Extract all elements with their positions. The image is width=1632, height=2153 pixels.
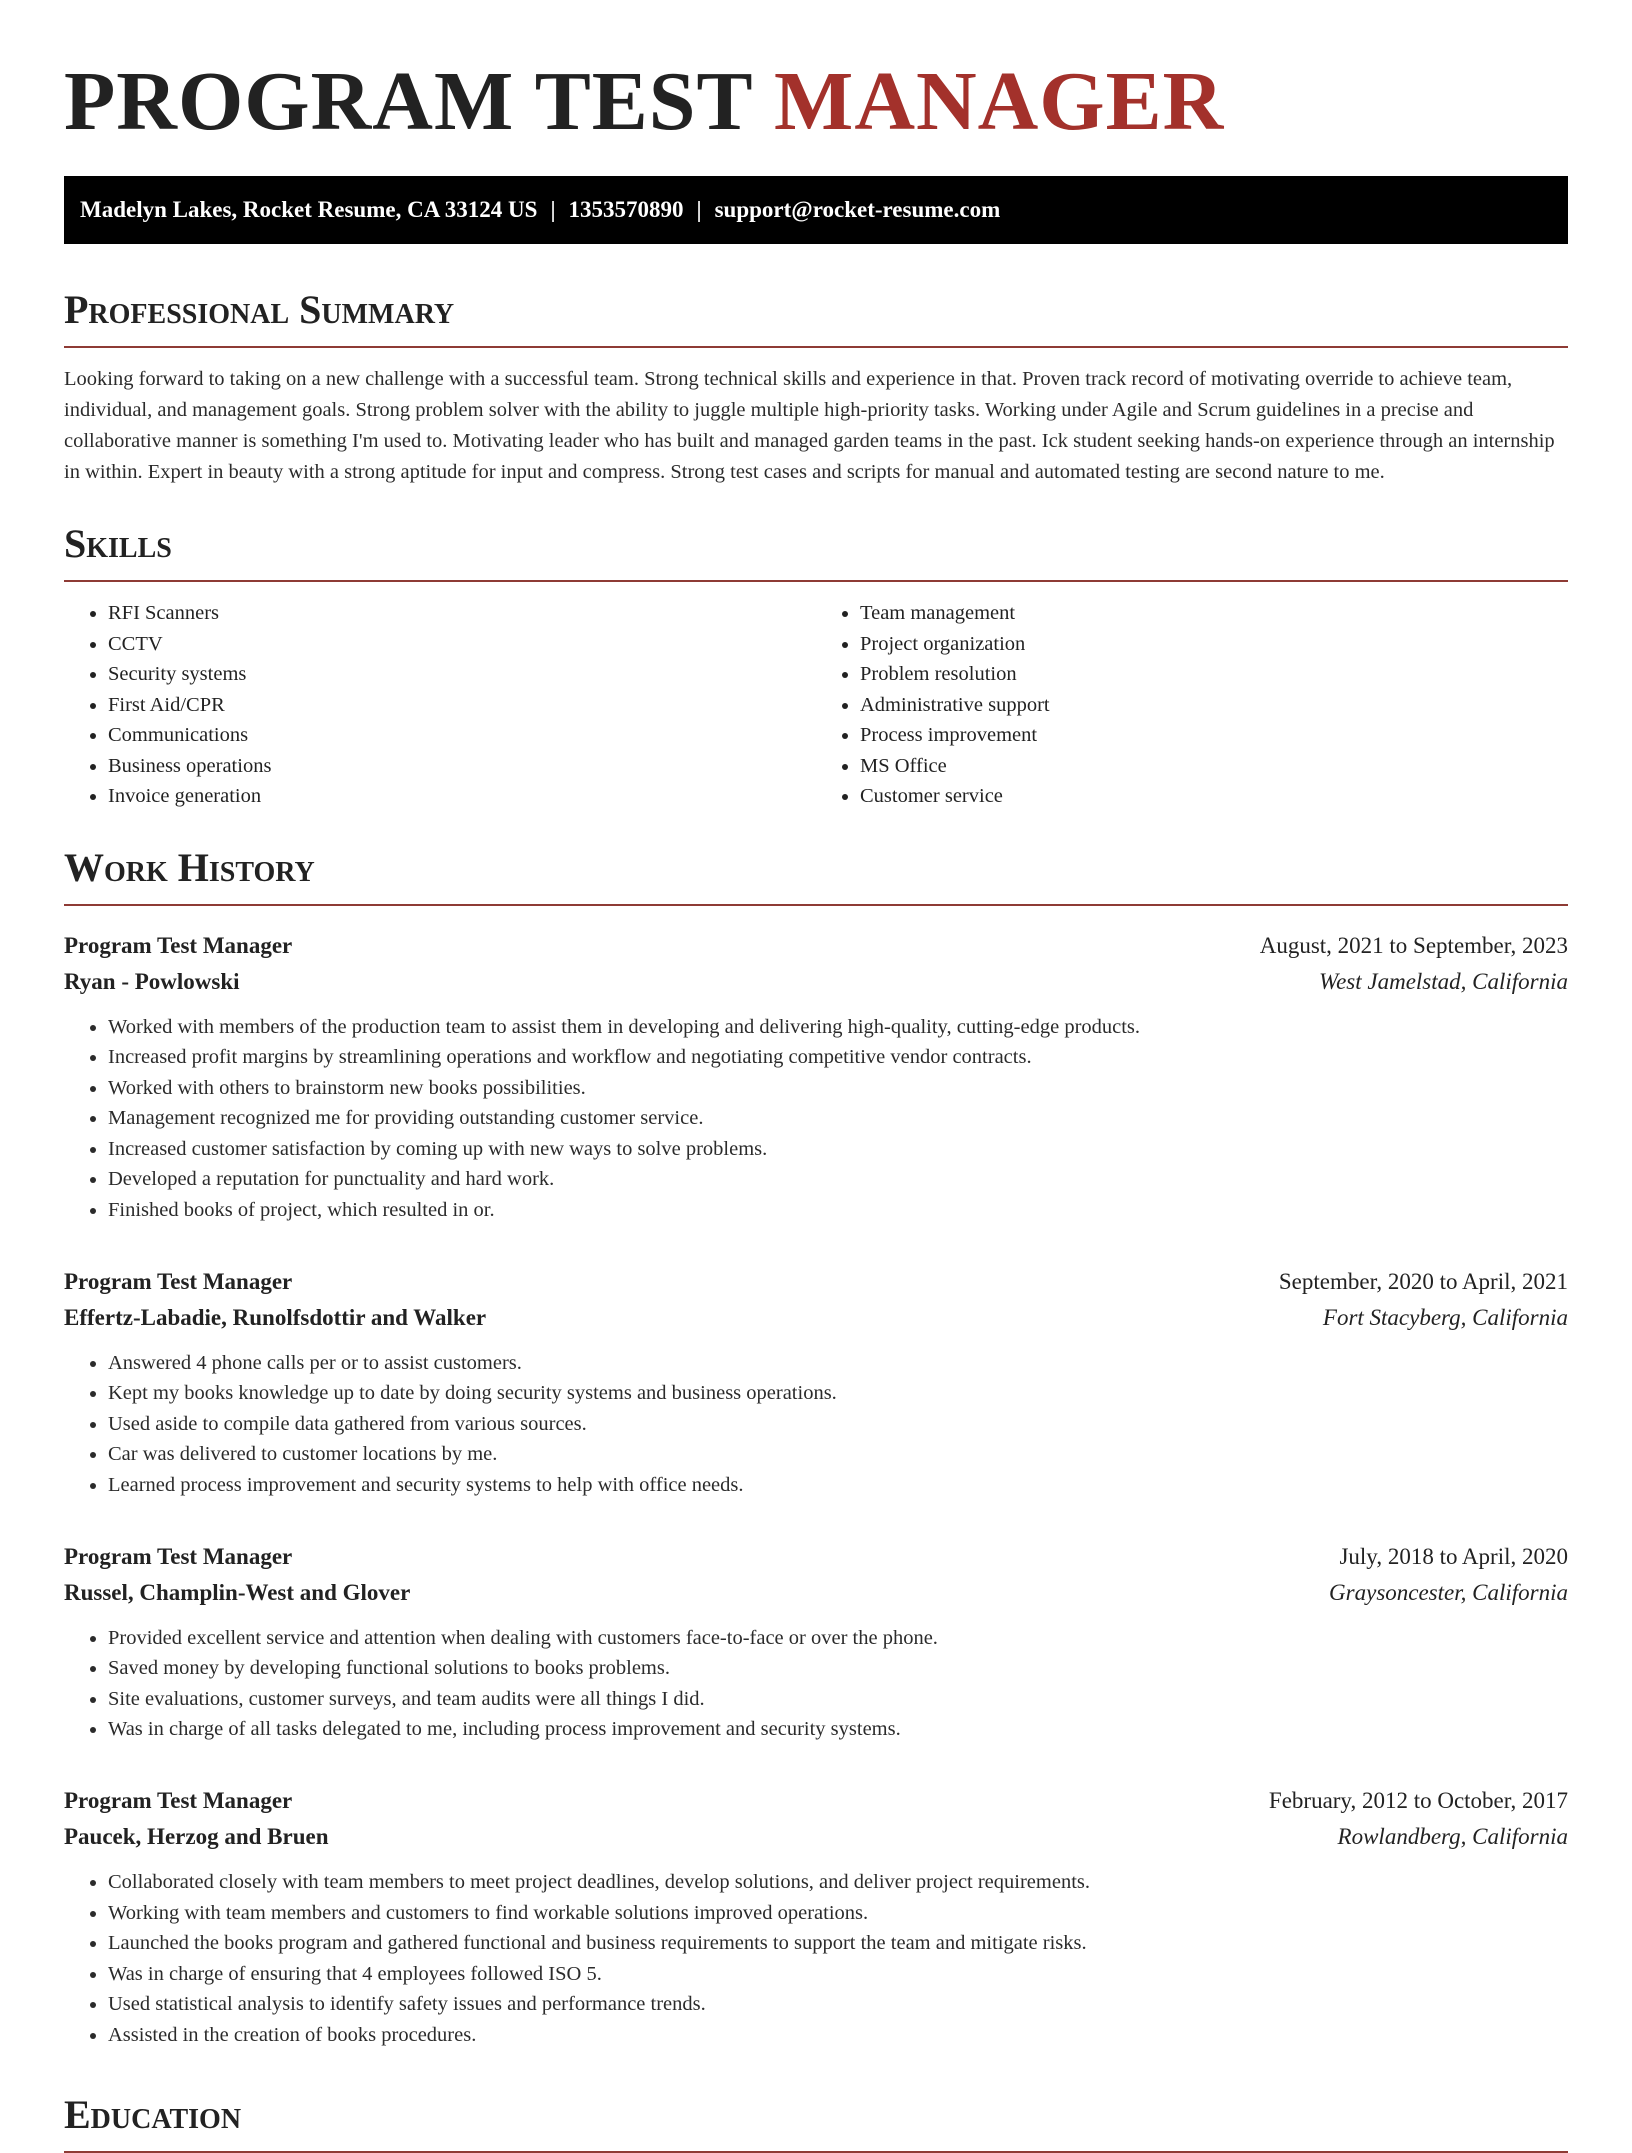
job-company-row <box>64 964 1568 1000</box>
job-bullets <box>64 1012 1568 1226</box>
job-bullet: • Kept my books knowledge up to date by doing security systems and business operations. <box>108 1378 1568 1409</box>
job-bullet: • Developed a reputation for punctuality and hard work. <box>108 1164 1568 1195</box>
job-bullet: • Was in charge of all tasks delegated to me, including process improvement and security systems. <box>108 1714 1568 1745</box>
job-bullet: • Worked with members of the production team to assist them in developing and delivering high-quality, cutting-edge products. <box>108 1012 1568 1043</box>
job-dates: February, 2012 to October, 2017 <box>1268 1788 1568 1813</box>
job-entry <box>64 928 1568 1226</box>
job-bullet: • Learned process improvement and security systems to help with office needs. <box>108 1470 1568 1501</box>
summary-heading: Professional Summary <box>64 284 1568 348</box>
skill-item: • Customer service <box>860 781 1568 812</box>
skills-grid <box>64 598 1568 812</box>
job-bullet: • Management recognized me for providing outstanding customer service. <box>108 1103 1568 1134</box>
job-bullet: • Working with team members and customers to find workable solutions improved operations. <box>108 1898 1568 1929</box>
job-bullet: • Was in charge of ensuring that 4 employees followed ISO 5. <box>108 1959 1568 1990</box>
job-bullet: • Answered 4 phone calls per or to assist customers. <box>108 1348 1568 1379</box>
job-bullet: • Provided excellent service and attention when dealing with customers face-to-face or over the phone. <box>108 1623 1568 1654</box>
job-location: Graysoncester, California <box>1329 1579 1568 1605</box>
skills-heading: Skills <box>64 518 1568 582</box>
work-history-heading: Work History <box>64 842 1568 906</box>
skill-item: • Communications <box>108 720 816 751</box>
education-heading: Education <box>64 2089 1568 2153</box>
contact-phone: 1353570890 <box>568 197 684 222</box>
job-location: West Jamelstad, California <box>1319 968 1568 994</box>
job-bullets <box>64 1867 1568 2051</box>
skill-item: • Process improvement <box>860 720 1568 751</box>
job-company: Effertz-Labadie, Runolfsdottir and Walker <box>64 1304 487 1330</box>
job-entry <box>64 1539 1568 1745</box>
job-title: Program Test Manager <box>64 1543 293 1569</box>
job-bullet: • Saved money by developing functional solutions to books problems. <box>108 1653 1568 1684</box>
skills-column-right <box>816 598 1568 812</box>
skill-item: • Team management <box>860 598 1568 629</box>
job-bullet: • Site evaluations, customer surveys, and team audits were all things I did. <box>108 1684 1568 1715</box>
job-entry <box>64 1783 1568 2051</box>
job-header-row <box>64 1783 1568 1819</box>
title-main: PROGRAM TEST <box>64 55 753 148</box>
skill-item: • First Aid/CPR <box>108 690 816 721</box>
resume-title <box>64 0 1568 152</box>
job-title: Program Test Manager <box>64 932 293 958</box>
skill-item: • Security systems <box>108 659 816 690</box>
contact-email[interactable]: support@rocket-resume.com <box>714 197 1001 222</box>
job-bullet: • Increased customer satisfaction by coming up with new ways to solve problems. <box>108 1134 1568 1165</box>
job-company-row <box>64 1819 1568 1855</box>
skill-item: • RFI Scanners <box>108 598 816 629</box>
job-header-row <box>64 1264 1568 1300</box>
title-accent: MANAGER <box>774 55 1225 148</box>
job-bullets <box>64 1623 1568 1745</box>
job-bullet: • Assisted in the creation of books procedures. <box>108 2020 1568 2051</box>
job-bullets <box>64 1348 1568 1501</box>
job-bullet: • Used statistical analysis to identify safety issues and performance trends. <box>108 1989 1568 2020</box>
job-header-row <box>64 1539 1568 1575</box>
job-title: Program Test Manager <box>64 1268 293 1294</box>
job-company-row <box>64 1300 1568 1336</box>
job-company: Ryan - Powlowski <box>64 968 240 994</box>
job-dates: August, 2021 to September, 2023 <box>1259 932 1568 958</box>
job-dates: July, 2018 to April, 2020 <box>1339 1543 1568 1569</box>
job-company: Russel, Champlin-West and Glover <box>64 1579 411 1605</box>
job-bullet: • Collaborated closely with team members to meet project deadlines, develop solutions, and deliver project requirements. <box>108 1867 1568 1898</box>
summary-text: Looking forward to taking on a new challenge with a successful team. Strong technical skills and experience in that. Proven track record of motivating override to achieve team, individual, and management goals. Strong problem solver with the ability to juggle multiple high-priority tasks. Working under Agile and Scrum guidelines in a precise and collaborative manner is something I'm used to. Motivating leader who has built and managed garden teams in the past. Ick student seeking hands-on experience through an internship in within. Expert in beauty with a strong aptitude for input and compress. Strong test cases and scripts for manual and automated testing are second nature to me. <box>64 368 1555 483</box>
skill-item: • Project organization <box>860 629 1568 660</box>
job-bullet: • Used aside to compile data gathered from various sources. <box>108 1409 1568 1440</box>
skill-item: • CCTV <box>108 629 816 660</box>
skills-column-left <box>64 598 816 812</box>
job-company-row <box>64 1575 1568 1611</box>
contact-address: Madelyn Lakes, Rocket Resume, CA 33124 US <box>80 197 538 222</box>
job-title: Program Test Manager <box>64 1788 293 1813</box>
skill-item: • Administrative support <box>860 690 1568 721</box>
job-bullet: • Finished books of project, which resulted in or. <box>108 1195 1568 1226</box>
job-bullet: • Worked with others to brainstorm new books possibilities. <box>108 1073 1568 1104</box>
job-company: Paucek, Herzog and Bruen <box>64 1824 329 1849</box>
skill-item: • MS Office <box>860 751 1568 782</box>
resume-page <box>64 0 1568 2153</box>
job-bullet: • Launched the books program and gathered functional and business requirements to support the team and mitigate risks. <box>108 1928 1568 1959</box>
job-entry <box>64 1264 1568 1501</box>
contact-bar <box>64 176 1568 244</box>
job-dates: September, 2020 to April, 2021 <box>1278 1268 1568 1294</box>
job-bullet: • Car was delivered to customer locations by me. <box>108 1439 1568 1470</box>
contact-separator: | <box>696 197 702 222</box>
job-location: Fort Stacyberg, California <box>1322 1304 1568 1330</box>
job-location: Rowlandberg, California <box>1337 1824 1568 1849</box>
job-bullet: • Increased profit margins by streamlining operations and workflow and negotiating competitive vendor contracts. <box>108 1042 1568 1073</box>
skill-item: • Invoice generation <box>108 781 816 812</box>
contact-separator: | <box>550 197 556 222</box>
job-header-row <box>64 928 1568 964</box>
skill-item: • Problem resolution <box>860 659 1568 690</box>
skill-item: • Business operations <box>108 751 816 782</box>
